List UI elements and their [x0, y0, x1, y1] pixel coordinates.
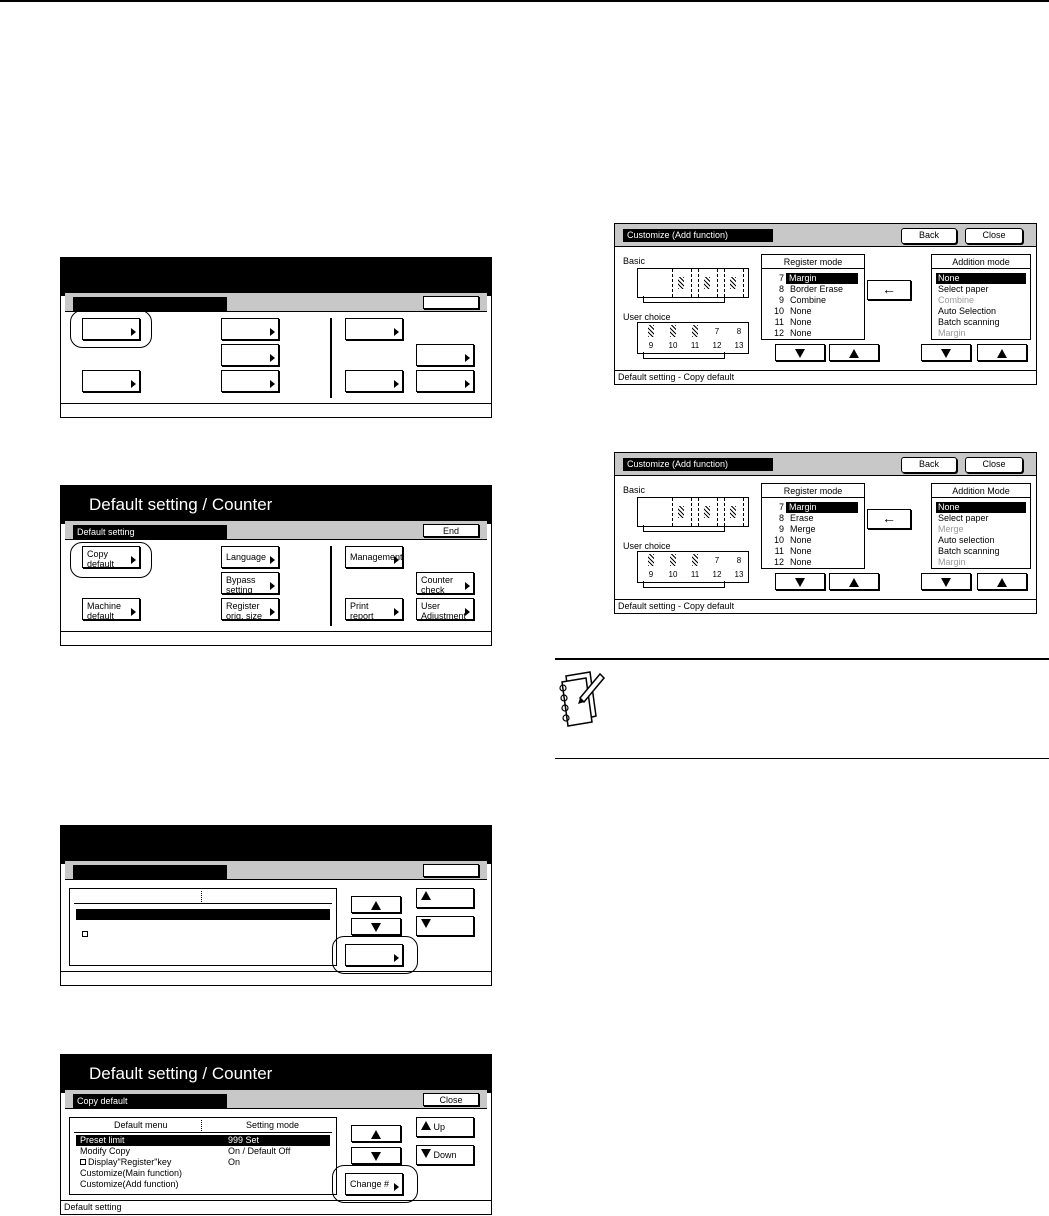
- row-number: 12: [773, 557, 784, 567]
- row-label: None: [790, 317, 812, 327]
- row-label: Merge: [790, 524, 816, 534]
- addition-mode-list: [931, 254, 1031, 340]
- page-top-rule: [0, 0, 1049, 2]
- register-mode-list: [761, 483, 865, 569]
- row-label: None: [790, 328, 812, 338]
- page-icon: [672, 269, 692, 297]
- register-orig-button[interactable]: [221, 370, 279, 392]
- triangle-up-icon: [421, 891, 431, 900]
- row-number: 7: [778, 273, 784, 283]
- language-button[interactable]: [221, 318, 279, 340]
- selected-row[interactable]: [76, 909, 330, 920]
- triangle-up-icon: [371, 901, 381, 910]
- register-mode-list: [761, 254, 865, 340]
- addition-row[interactable]: Batch scanning: [938, 546, 1000, 556]
- row-menu: Display"Register"key: [88, 1157, 172, 1167]
- close-button[interactable]: Close: [965, 457, 1023, 473]
- triangle-down-icon: [795, 349, 805, 358]
- triangle-up-icon: [421, 1121, 431, 1130]
- register-up-button[interactable]: [829, 344, 879, 361]
- triangle-down-icon: [421, 919, 431, 928]
- left-arrow-icon[interactable]: ←: [867, 280, 911, 300]
- scroll-up-button[interactable]: [351, 1125, 401, 1142]
- column-header-menu: Default menu: [114, 1120, 168, 1130]
- addition-mode-header: Addition Mode: [932, 486, 1030, 498]
- page-icon: [672, 498, 692, 526]
- choice-pattern: [686, 325, 704, 339]
- register-row[interactable]: [764, 328, 862, 339]
- row-number: 12: [773, 328, 784, 338]
- screen-titlebar: [615, 453, 1036, 476]
- list-row-customize-main[interactable]: [76, 1168, 330, 1179]
- machine-default-button[interactable]: Machine default: [82, 598, 140, 620]
- row-menu: Customize(Add function): [80, 1179, 179, 1189]
- choice-pattern: [642, 554, 660, 568]
- panel-header: [61, 258, 491, 296]
- tab-marks: [643, 296, 725, 303]
- settings-list: [69, 1117, 337, 1195]
- note-bottom-rule: [555, 758, 1049, 759]
- customize-add-screen-1: [614, 223, 1037, 385]
- counter-check-button[interactable]: [416, 344, 474, 366]
- copy-default-button[interactable]: [82, 318, 140, 340]
- choice-pattern: [686, 554, 704, 568]
- up-label: Up: [433, 1122, 446, 1132]
- choice-number: 10: [668, 570, 678, 579]
- row-menu: Preset limit: [80, 1135, 125, 1145]
- choice-number: 8: [736, 327, 742, 336]
- down-button[interactable]: [416, 916, 474, 936]
- triangle-down-icon: [795, 578, 805, 587]
- choice-number: 11: [690, 570, 700, 579]
- choice-number: 7: [714, 327, 720, 336]
- user-choice-label: User choice: [623, 541, 671, 551]
- addition-down-button[interactable]: [921, 573, 971, 590]
- addition-row: Margin: [938, 328, 966, 338]
- panel-header: Default setting / Counter: [61, 486, 491, 524]
- panel-header: Default setting / Counter: [61, 1055, 491, 1093]
- choice-number: 7: [714, 556, 720, 565]
- row-number: 11: [774, 317, 784, 327]
- row-label: None: [790, 557, 812, 567]
- choice-number: 10: [668, 341, 678, 350]
- register-row[interactable]: [764, 273, 862, 284]
- row-number: 10: [773, 306, 784, 316]
- list-header-rule: [74, 903, 332, 904]
- back-button[interactable]: Back: [901, 228, 957, 244]
- panel-subbar: [65, 860, 487, 880]
- bypass-setting-button[interactable]: Bypass setting: [221, 572, 279, 594]
- screen-title: Customize (Add function): [623, 458, 773, 471]
- addition-row[interactable]: Batch scanning: [938, 317, 1000, 327]
- addition-row[interactable]: Auto selection: [938, 535, 995, 545]
- row-label: Margin: [786, 502, 858, 513]
- register-down-button[interactable]: [775, 573, 825, 590]
- customize-add-screen-2: [614, 452, 1037, 614]
- panel-copy-default-blank: [60, 825, 492, 986]
- list-row-customize-add[interactable]: [76, 1179, 330, 1190]
- bypass-setting-button[interactable]: [221, 344, 279, 366]
- status-bar: Default setting: [61, 1200, 491, 1214]
- row-label: Erase: [790, 513, 814, 523]
- basic-diagram: [637, 497, 749, 527]
- screen-title: Customize (Add function): [623, 229, 773, 242]
- panel-subtitle: [73, 297, 227, 311]
- choice-number: 11: [690, 341, 700, 350]
- addition-up-button[interactable]: [977, 573, 1027, 590]
- list-header-rule: [74, 1132, 332, 1133]
- column-divider: [201, 1120, 202, 1131]
- register-key-icon: [82, 931, 88, 937]
- addition-row: Merge: [938, 524, 964, 534]
- row-number: 9: [778, 524, 784, 534]
- user-adjustment-button[interactable]: User Adjustment: [416, 598, 474, 620]
- row-label: Border Erase: [790, 284, 844, 294]
- register-up-button[interactable]: [829, 573, 879, 590]
- panel-default-setting: [60, 485, 492, 646]
- addition-row[interactable]: Select paper: [938, 284, 989, 294]
- end-button[interactable]: End: [423, 524, 479, 537]
- triangle-down-icon: [941, 578, 951, 587]
- end-button[interactable]: [423, 296, 479, 309]
- addition-mode-header: Addition mode: [932, 257, 1030, 269]
- panel-header: [61, 826, 491, 864]
- divider: [330, 546, 332, 626]
- page-icon: [698, 269, 718, 297]
- register-row[interactable]: [764, 513, 862, 524]
- choice-number: 13: [734, 570, 744, 579]
- row-number: 8: [778, 284, 784, 294]
- register-row[interactable]: [764, 502, 862, 513]
- row-number: 7: [778, 502, 784, 512]
- panel-copy-default: [60, 1054, 492, 1215]
- page-icon: [724, 269, 744, 297]
- register-row[interactable]: [764, 546, 862, 557]
- list-row-display-register[interactable]: [76, 1157, 330, 1168]
- status-bar: Default setting - Copy default: [615, 599, 1036, 613]
- close-button[interactable]: [423, 864, 479, 877]
- row-label: Combine: [790, 295, 827, 305]
- tab-marks: [643, 352, 725, 359]
- triangle-up-icon: [849, 349, 859, 358]
- basic-diagram: [637, 268, 749, 298]
- panel-subbar: [65, 292, 487, 312]
- addition-up-button[interactable]: [977, 344, 1027, 361]
- register-row[interactable]: [764, 557, 862, 568]
- print-report-button[interactable]: Print report: [345, 598, 403, 620]
- choice-pattern: [664, 554, 682, 568]
- panel-subbar: [65, 520, 487, 540]
- choice-number: 8: [736, 556, 742, 565]
- down-button[interactable]: [416, 1145, 474, 1165]
- down-label: Down: [433, 1150, 457, 1160]
- note-top-rule: [555, 658, 1049, 660]
- addition-row[interactable]: None: [936, 502, 1026, 513]
- copy-default-button[interactable]: Copy default: [82, 546, 140, 568]
- register-mode-header: Register mode: [762, 257, 864, 269]
- register-row[interactable]: [764, 524, 862, 535]
- list-row-modify-copy[interactable]: [76, 1146, 330, 1157]
- settings-list: [69, 888, 337, 966]
- language-button[interactable]: Language: [221, 546, 279, 568]
- up-button[interactable]: [416, 888, 474, 908]
- panel-subtitle: [73, 865, 227, 879]
- page-icon: [698, 498, 718, 526]
- management-button[interactable]: [345, 318, 403, 340]
- triangle-up-icon: [997, 578, 1007, 587]
- addition-mode-list: [931, 483, 1031, 569]
- choice-number: 12: [712, 341, 722, 350]
- triangle-down-icon: [371, 1152, 381, 1161]
- status-bar: [61, 631, 491, 645]
- addition-row[interactable]: Select paper: [938, 513, 989, 523]
- screen-titlebar: [615, 224, 1036, 247]
- addition-row: Combine: [938, 295, 975, 305]
- register-row[interactable]: [764, 535, 862, 546]
- register-orig-button[interactable]: Register orig. size: [221, 598, 279, 620]
- addition-row: Margin: [938, 557, 966, 567]
- close-button[interactable]: Close: [423, 1093, 479, 1106]
- close-button[interactable]: Close: [965, 228, 1023, 244]
- register-mode-header: Register mode: [762, 486, 864, 498]
- row-label: None: [790, 535, 812, 545]
- tab-marks: [643, 525, 725, 532]
- machine-default-button[interactable]: [82, 370, 140, 392]
- choice-number: 13: [734, 341, 744, 350]
- scroll-up-button[interactable]: [351, 896, 401, 913]
- register-row[interactable]: [764, 295, 862, 306]
- user-choice-diagram: [637, 551, 749, 583]
- left-arrow-icon[interactable]: ←: [867, 509, 911, 529]
- scroll-down-button[interactable]: [351, 918, 401, 935]
- page-icon: [724, 498, 744, 526]
- status-bar: Default setting - Copy default: [615, 370, 1036, 384]
- print-report-button[interactable]: [345, 370, 403, 392]
- register-row[interactable]: [764, 306, 862, 317]
- basic-label: Basic: [623, 485, 646, 495]
- choice-pattern: [664, 325, 682, 339]
- triangle-down-icon: [421, 1149, 431, 1158]
- panel-subbar: [65, 1089, 487, 1109]
- triangle-up-icon: [371, 1130, 381, 1139]
- register-row[interactable]: [764, 284, 862, 295]
- addition-row[interactable]: None: [936, 273, 1026, 284]
- triangle-down-icon: [941, 349, 951, 358]
- change-button[interactable]: Change #: [345, 1173, 403, 1195]
- row-number: 10: [773, 535, 784, 545]
- panel-subtitle: Copy default: [73, 1094, 227, 1108]
- status-bar: [61, 971, 491, 985]
- user-adjustment-button[interactable]: [416, 370, 474, 392]
- user-choice-label: User choice: [623, 312, 671, 322]
- choice-number: 9: [648, 570, 654, 579]
- list-row-preset-limit[interactable]: [76, 1135, 330, 1146]
- column-header-setting: Setting mode: [246, 1120, 300, 1130]
- register-down-button[interactable]: [775, 344, 825, 361]
- back-button[interactable]: Back: [901, 457, 957, 473]
- row-label: None: [790, 546, 812, 556]
- triangle-down-icon: [371, 923, 381, 932]
- tab-marks: [643, 581, 725, 588]
- change-button[interactable]: [345, 944, 403, 966]
- counter-check-button[interactable]: Counter check: [416, 572, 474, 594]
- row-setting: On / Default Off: [228, 1146, 291, 1156]
- triangle-up-icon: [997, 349, 1007, 358]
- choice-number: 12: [712, 570, 722, 579]
- scroll-down-button[interactable]: [351, 1147, 401, 1164]
- row-number: 9: [778, 295, 784, 305]
- triangle-up-icon: [849, 578, 859, 587]
- addition-down-button[interactable]: [921, 344, 971, 361]
- user-choice-diagram: [637, 322, 749, 354]
- basic-label: Basic: [623, 256, 646, 266]
- management-button[interactable]: Management: [345, 546, 403, 568]
- row-setting: 999 Set: [228, 1135, 260, 1145]
- divider: [330, 318, 332, 398]
- panel-main-menu-blank: [60, 257, 492, 418]
- row-label: None: [790, 306, 812, 316]
- choice-number: 9: [648, 341, 654, 350]
- row-label: Margin: [786, 273, 858, 284]
- row-setting: On: [228, 1157, 241, 1167]
- panel-subtitle: Default setting: [73, 525, 227, 539]
- row-number: 11: [774, 546, 784, 556]
- row-menu: Modify Copy: [80, 1146, 131, 1156]
- register-key-icon: [80, 1159, 86, 1165]
- column-divider: [201, 891, 202, 902]
- row-number: 8: [778, 513, 784, 523]
- status-bar: [61, 403, 491, 417]
- row-menu: Customize(Main function): [80, 1168, 183, 1178]
- notepad-pencil-icon: [556, 668, 606, 730]
- register-row[interactable]: [764, 317, 862, 328]
- choice-pattern: [642, 325, 660, 339]
- addition-row[interactable]: Auto Selection: [938, 306, 997, 316]
- up-button[interactable]: [416, 1117, 474, 1137]
